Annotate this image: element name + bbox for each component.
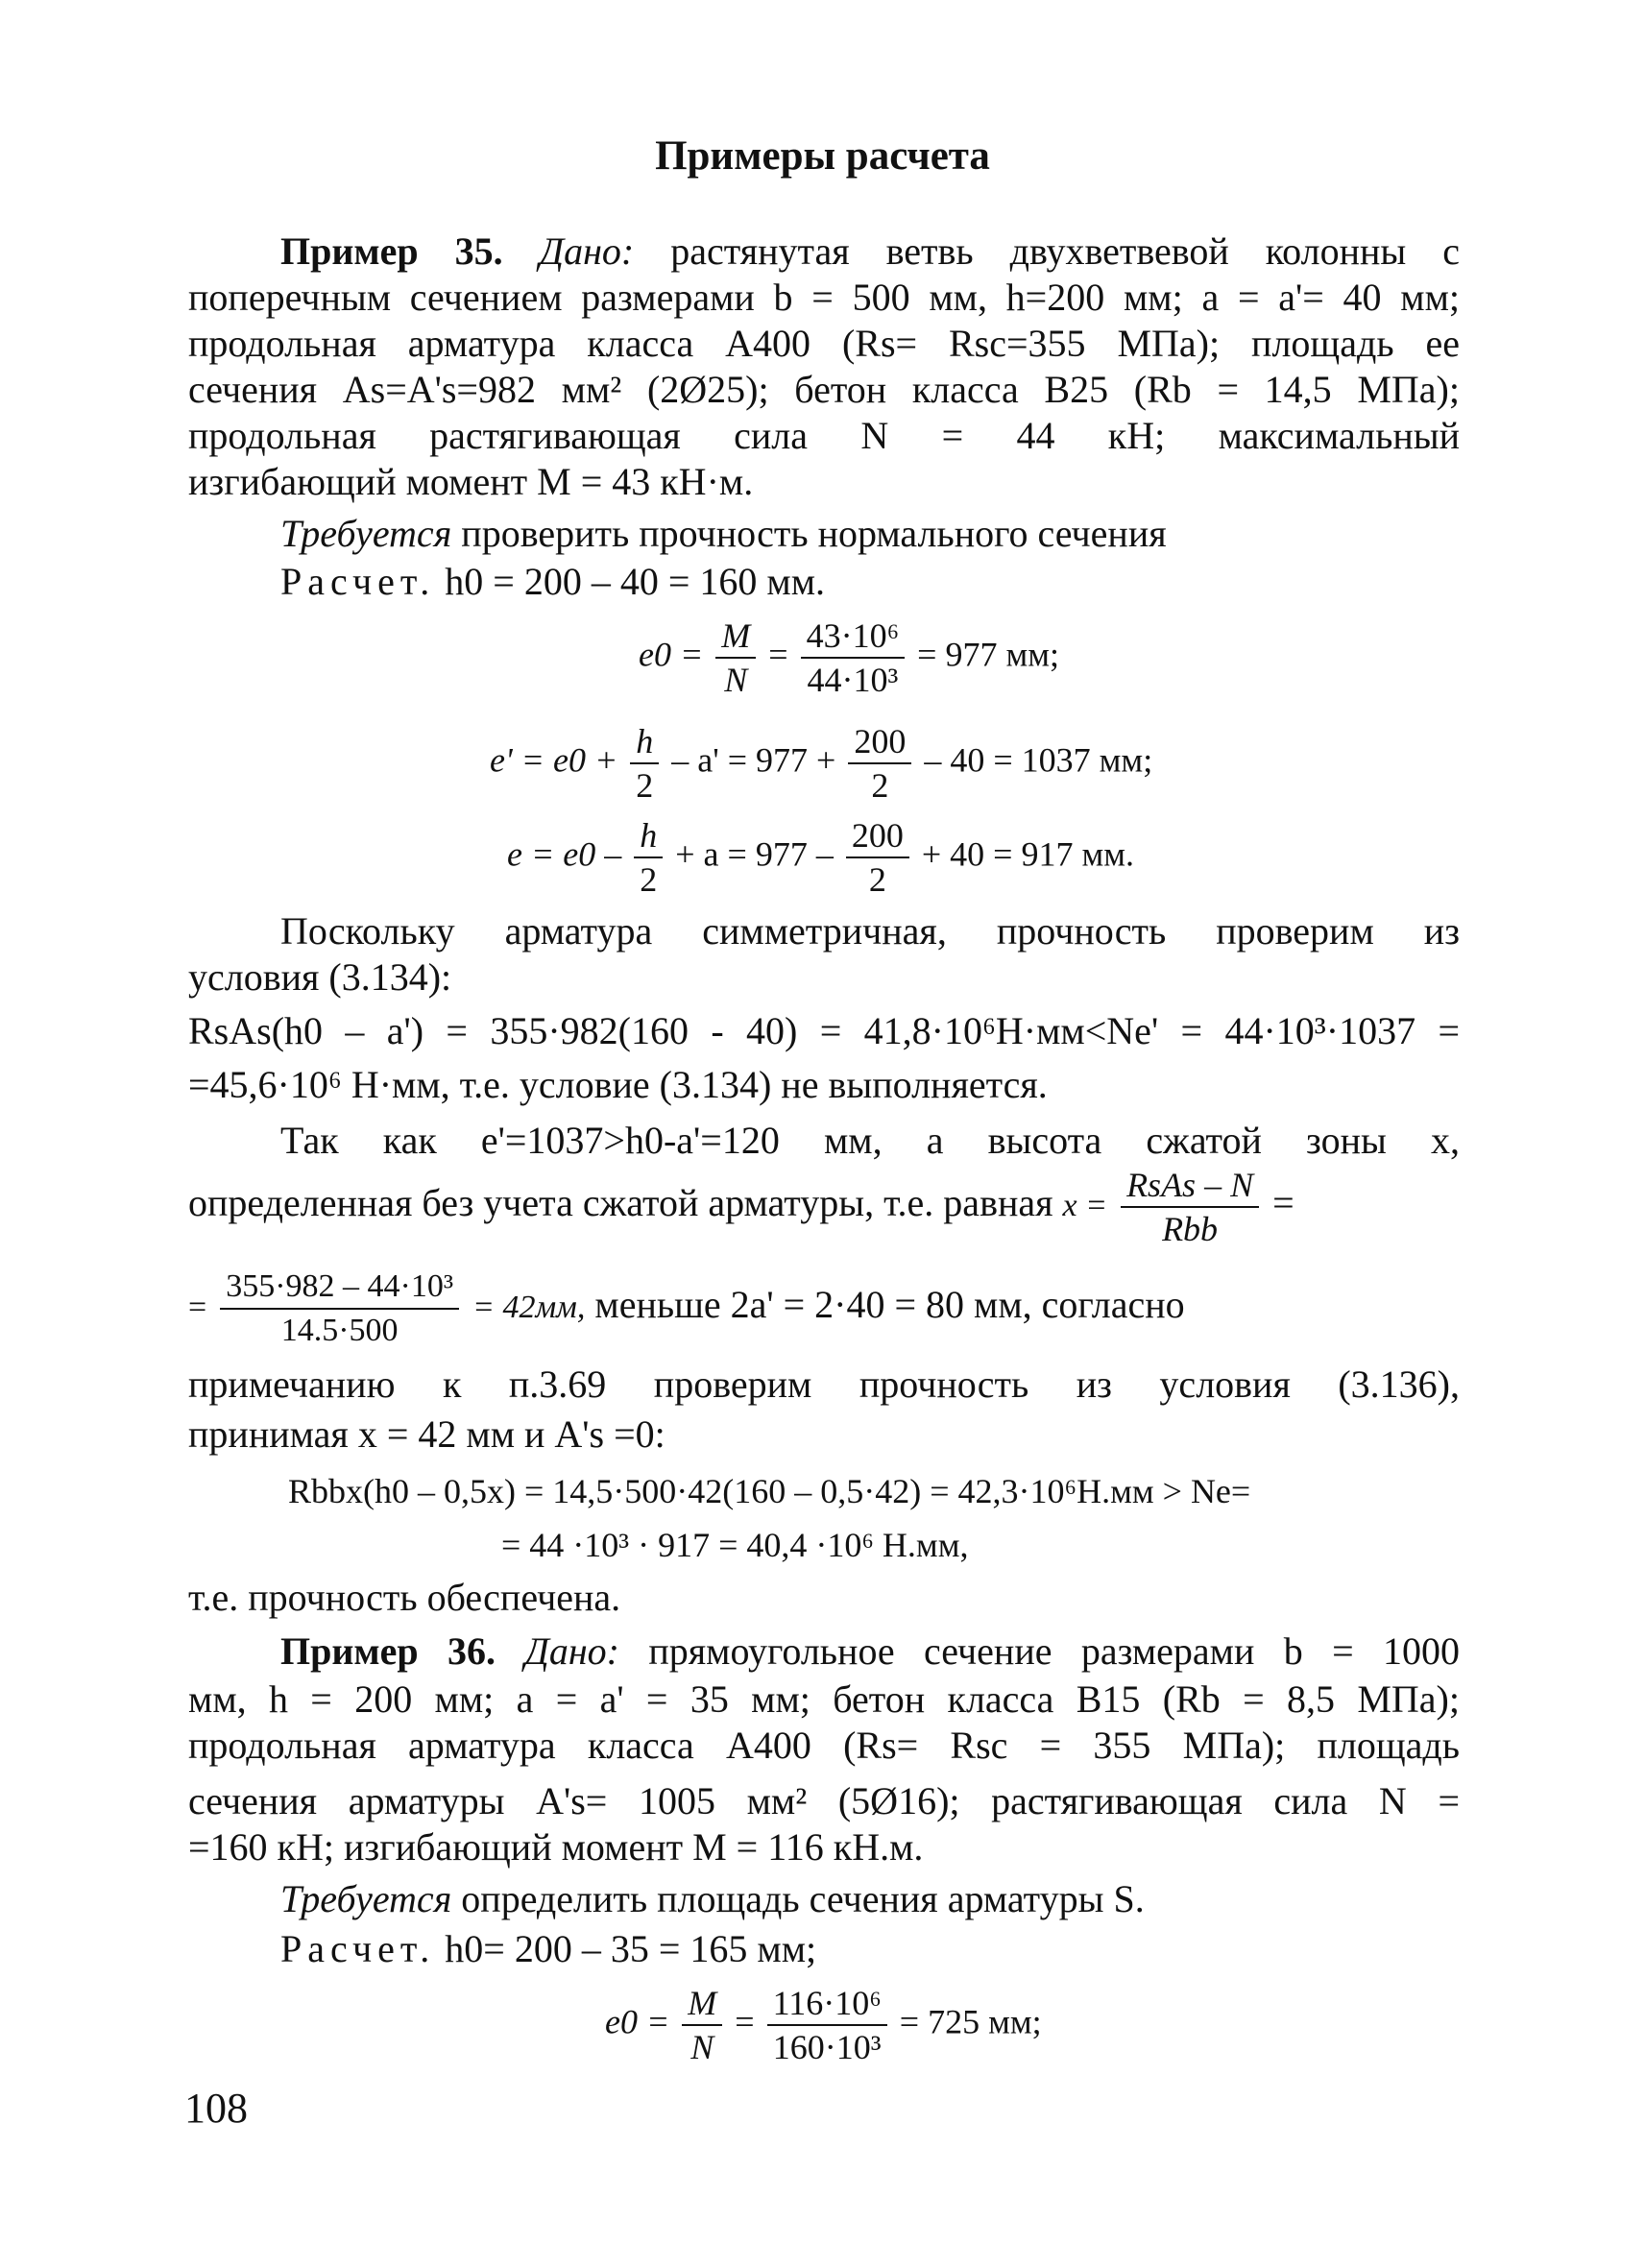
fraction-denominator: 160·10³ bbox=[772, 2028, 882, 2066]
calculation-text: h0= 200 – 35 = 165 мм; bbox=[445, 1927, 817, 1970]
calculation-label: Расчет. bbox=[280, 560, 436, 603]
fraction-denominator: Rbb bbox=[1162, 1210, 1219, 1248]
assume-line: принимая x = 42 мм и A's =0: bbox=[188, 1412, 665, 1456]
conclusion-line: т.е. прочность обеспечена. bbox=[188, 1576, 621, 1619]
fraction-numerator: h bbox=[634, 814, 663, 858]
equals-sign: = bbox=[188, 1290, 207, 1326]
example-35-heading: Пример 35. bbox=[280, 229, 503, 273]
calculation-line-36 bbox=[280, 1926, 816, 1972]
eq-lhs: e' = e0 + bbox=[490, 740, 618, 780]
compressed-zone-line-1: Так как e'=1037>h0-a'=120 мм, а высота сжатой зоны x, bbox=[280, 1119, 1460, 1162]
calculation-label: Расчет. bbox=[280, 1927, 436, 1970]
note-line: примечанию к п.3.69 проверим прочность из условия (3.136), bbox=[188, 1363, 1460, 1406]
x-result-text: меньше 2a' = 2·40 = 80 мм, согласно bbox=[594, 1283, 1185, 1327]
fraction-denominator: 2 bbox=[871, 766, 889, 805]
example-36-line-1 bbox=[188, 1629, 1460, 1675]
fraction bbox=[801, 615, 906, 701]
fraction-denominator: 2 bbox=[640, 860, 658, 899]
requirement-text: проверить прочность нормального сечения bbox=[461, 512, 1167, 555]
running-head: Примеры расчета bbox=[655, 133, 990, 179]
fraction-denominator: 44·10³ bbox=[807, 661, 899, 699]
example-36-line-2: мм, h = 200 мм; a = a' = 35 мм; бетон класса В15 (Rb = 8,5 МПа); bbox=[188, 1677, 1460, 1721]
eq-rhs: + 40 = 917 мм. bbox=[921, 834, 1135, 874]
compressed-zone-line-2 bbox=[188, 1164, 1460, 1250]
example-35-line-6: изгибающий момент M = 43 кН·м. bbox=[188, 460, 754, 503]
fraction-numerator: 355·982 – 44·10³ bbox=[220, 1266, 459, 1310]
example-35-line-5: продольная растягивающая сила N = 44 кН; максимальный bbox=[188, 414, 1460, 457]
eq-mid: + a = 977 – bbox=[675, 834, 834, 874]
requirement-line bbox=[280, 511, 1167, 557]
calculation-text: h0 = 200 – 40 = 160 мм. bbox=[445, 560, 826, 603]
requirement-line-36 bbox=[280, 1876, 1145, 1922]
fraction bbox=[220, 1266, 459, 1352]
fraction bbox=[846, 814, 909, 901]
fraction-numerator: h bbox=[630, 720, 659, 764]
fraction bbox=[634, 814, 663, 901]
calculation-line bbox=[280, 559, 825, 605]
given-label: Дано: bbox=[524, 1629, 619, 1673]
paragraph-symmetric: Поскольку арматура симметричная, прочность проверим из bbox=[280, 909, 1460, 953]
eq-rhs: = 725 мм; bbox=[899, 2002, 1042, 2041]
fraction-numerator: 116·10⁶ bbox=[767, 1982, 887, 2026]
eq-lhs: e = e0 – bbox=[507, 834, 622, 874]
fraction bbox=[1121, 1164, 1259, 1250]
example-36-line-5: =160 кН; изгибающий момент M = 116 кН.м. bbox=[188, 1825, 924, 1869]
requirement-label: Требуется bbox=[280, 1877, 452, 1920]
strength-check-line-2: =45,6·10⁶ Н·мм, т.е. условие (3.134) не выполняется. bbox=[188, 1063, 1048, 1106]
x-symbol: x = bbox=[1062, 1188, 1108, 1224]
strength-check-line-1: RsAs(h0 – a') = 355·982(160 - 40) = 41,8·10⁶Н·мм<Ne' = 44·10³·1037 = bbox=[188, 1009, 1460, 1052]
fraction-numerator: M bbox=[682, 1982, 722, 2026]
equals-sign: = bbox=[1272, 1181, 1294, 1225]
example-36-heading: Пример 36. bbox=[280, 1629, 496, 1673]
fraction bbox=[848, 720, 911, 807]
requirement-text: определить площадь сечения арматуры S. bbox=[461, 1877, 1145, 1920]
fraction-numerator: 43·10⁶ bbox=[801, 615, 906, 659]
equation-e0-36: e0 = $\frac{M}{N}$ = $\frac{\text{116·10⁶}}{\text{160·10³}}$ = 725 мм; bbox=[605, 1984, 1042, 2066]
equation-e0: e0 = $\frac{M}{N}$ = $\frac{\text{43·10⁶}}{\text{44·10³}}$ = 977 мм; bbox=[639, 616, 1060, 699]
equation-capacity: Rbbx(h0 – 0,5x) = 14,5·500·42(160 – 0,5·42) = 42,3·10⁶Н.мм > Ne= bbox=[288, 1472, 1251, 1510]
x-result-line bbox=[188, 1266, 1460, 1352]
fraction bbox=[682, 1982, 722, 2068]
given-label: Дано: bbox=[539, 229, 635, 273]
fraction-denominator: 14.5·500 bbox=[280, 1313, 399, 1348]
eq-rhs: – 40 = 1037 мм; bbox=[924, 740, 1153, 780]
fraction-numerator: RsAs – N bbox=[1121, 1164, 1259, 1208]
fraction-numerator: 200 bbox=[848, 720, 911, 764]
example-35-line-4: сечения As=A's=982 мм² (2Ø25); бетон класса В25 (Rb = 14,5 МПа); bbox=[188, 368, 1460, 411]
example-35-line-3: продольная арматура класса А400 (Rs= Rsc=355 МПа); площадь ее bbox=[188, 322, 1460, 365]
fraction bbox=[630, 720, 659, 807]
paragraph-symmetric-2: условия (3.134): bbox=[188, 955, 452, 999]
fraction-numerator: M bbox=[715, 615, 756, 659]
fraction-denominator: N bbox=[690, 2028, 714, 2066]
equation-capacity-2: = 44 ·10³ · 917 = 40,4 ·10⁶ Н.мм, bbox=[501, 1526, 969, 1564]
eq-lhs: e0 = bbox=[605, 2002, 670, 2041]
example-35-line-1 bbox=[188, 229, 1460, 275]
requirement-label: Требуется bbox=[280, 512, 452, 555]
equation-e-prime bbox=[490, 720, 1152, 807]
example-36-line-4: сечения арматуры A's= 1005 мм² (5Ø16); растягивающая сила N = bbox=[188, 1779, 1460, 1822]
eq-mid: – a' = 977 + bbox=[671, 740, 836, 780]
example-36-text: прямоугольное сечение размерами b = 1000 bbox=[648, 1629, 1460, 1673]
example-35-text: растянутая ветвь двухветвевой колонны с bbox=[670, 229, 1461, 273]
example-36-line-3: продольная арматура класса А400 (Rs= Rsc = 355 МПа); площадь bbox=[188, 1724, 1460, 1767]
fraction bbox=[715, 615, 756, 701]
compressed-zone-text: определенная без учета сжатой арматуры, т.е. равная bbox=[188, 1181, 1053, 1225]
eq-rhs: = 977 мм; bbox=[917, 635, 1060, 674]
fraction-denominator: N bbox=[724, 661, 748, 699]
equation-e bbox=[507, 814, 1134, 901]
eq-lhs: e0 = bbox=[639, 635, 704, 674]
page-number: 108 bbox=[184, 2085, 248, 2132]
x-result: = 42мм, bbox=[472, 1290, 586, 1326]
fraction-denominator: 2 bbox=[636, 766, 654, 805]
example-35-line-2: поперечным сечением размерами b = 500 мм, h=200 мм; a = a'= 40 мм; bbox=[188, 276, 1460, 319]
fraction-denominator: 2 bbox=[868, 860, 886, 899]
fraction-numerator: 200 bbox=[846, 814, 909, 858]
fraction bbox=[767, 1982, 887, 2068]
